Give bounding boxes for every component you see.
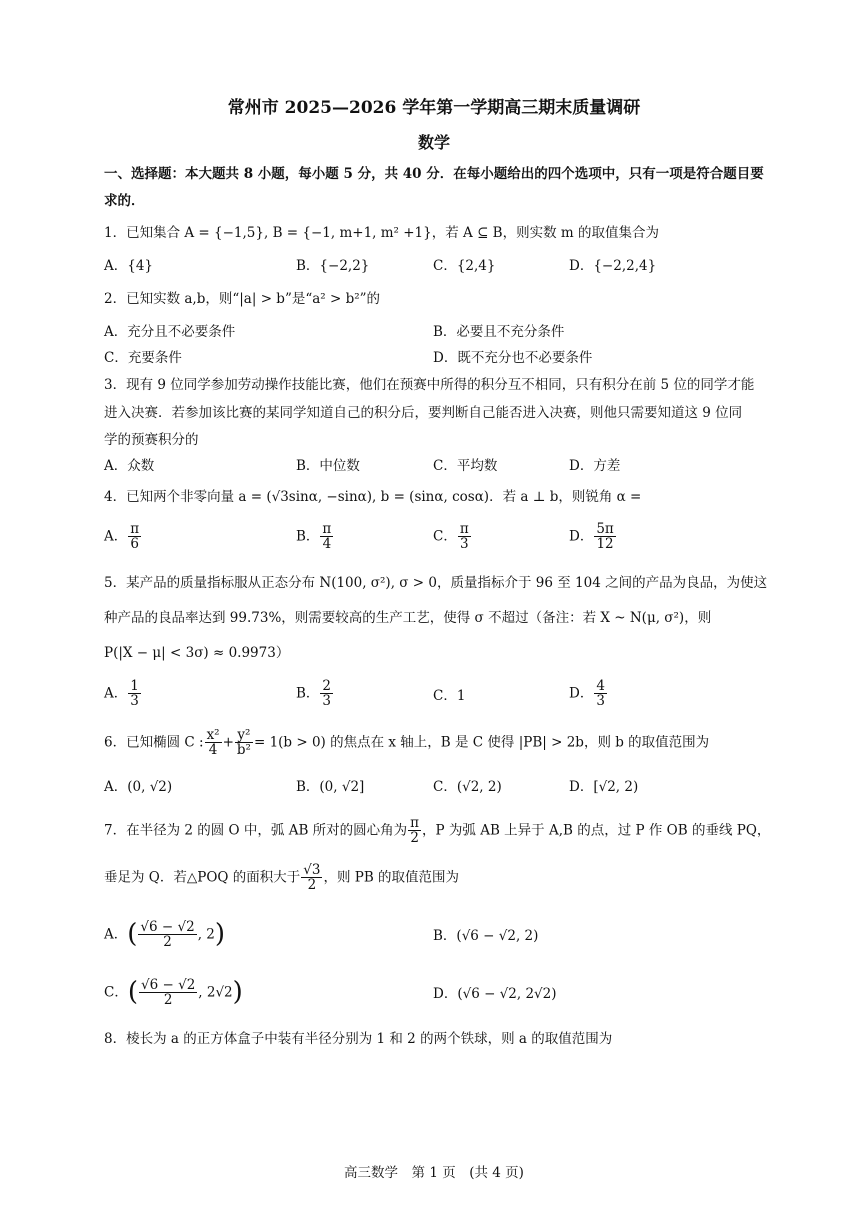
question-5-stem-line3: P(|X − μ| < 3σ) ≈ 0.9973） xyxy=(104,645,290,661)
option-label: B． xyxy=(296,528,320,545)
question-2-option-a: A．充分且不必要条件 xyxy=(104,324,236,340)
question-3-stem-line2: 进入决赛．若参加该比赛的某同学知道自己的积分后，要判断自己能否进入决赛，则他只需要知道这 9 位同 xyxy=(104,405,743,421)
option-label: B． xyxy=(296,685,320,702)
question-4-option-a xyxy=(104,522,142,551)
question-3-stem-line3: 学的预赛积分的 xyxy=(104,432,199,448)
question-3-stem-line1: 3．现有 9 位同学参加劳动操作技能比赛，他们在预赛中所得的积分互不相同，只有积分在前 5 位的同学才能 xyxy=(104,377,755,393)
stem-text-pre: 7．在半径为 2 的圆 O 中，弧 AB 所对的圆心角为 xyxy=(104,822,408,839)
option-label: A． xyxy=(104,685,128,702)
question-3-option-d: D．方差 xyxy=(569,458,621,474)
fraction-numerator: √6 − √2 xyxy=(140,918,195,935)
fraction-denominator: 2 xyxy=(163,934,172,951)
question-2-option-c: C．充要条件 xyxy=(104,350,182,366)
exam-title: 常州市 2025—2026 学年第一学期高三期末质量调研 xyxy=(227,98,641,118)
stem-text-post: ，P 为弧 AB 上异于 A,B 的点，过 P 作 OB 的垂线 PQ， xyxy=(422,822,771,839)
option-value: 1 xyxy=(456,688,466,704)
fraction-denominator: 6 xyxy=(130,536,139,553)
question-5-stem-line1: 5．某产品的质量指标服从正态分布 N(100, σ²), σ > 0，质量指标介于 96 至 104 之间的产品为良品，为使这 xyxy=(104,575,768,591)
question-4-option-d xyxy=(569,522,617,551)
fraction-numerator: √3 xyxy=(303,862,321,878)
option-tail: , 2√2 xyxy=(198,984,233,1001)
fraction-denominator: 2 xyxy=(163,992,173,1009)
fraction-numerator: 5π xyxy=(596,521,614,537)
fraction-denominator: 12 xyxy=(596,536,614,553)
option-value: (√6 − √2, 2) xyxy=(456,928,539,944)
question-1-stem: 1．已知集合 A = {−1,5}, B = {−1, m+1, m² +1}，若 A ⊆ B，则实数 m 的取值集合为 xyxy=(104,225,659,241)
question-6-option-b: B．(0, √2] xyxy=(296,779,365,795)
subject-title: 数学 xyxy=(417,133,450,152)
question-5-option-c xyxy=(433,688,465,704)
stem-text-pre: 6．已知椭圆 C : xyxy=(104,734,204,751)
option-label: A． xyxy=(104,926,128,943)
fraction-denominator: 3 xyxy=(130,693,139,710)
section-heading-line1: 一、选择题：本大题共 8 小题，每小题 5 分，共 40 分．在每小题给出的四个选项中，只有一项是符合题目要 xyxy=(104,166,764,182)
question-1-option-a: A．{4} xyxy=(104,258,154,274)
stem-text-pre: 垂足为 Q．若△POQ 的面积大于 xyxy=(104,869,301,886)
question-5-option-b xyxy=(296,679,334,708)
question-4-option-c xyxy=(433,522,472,551)
question-1-option-d: D．{−2,2,4} xyxy=(569,258,657,274)
question-2-stem: 2．已知实数 a,b，则“|a| > b”是“a² > b²”的 xyxy=(104,291,381,307)
question-5-option-a xyxy=(104,679,142,708)
question-2-option-d: D．既不充分也不必要条件 xyxy=(433,350,593,366)
option-tail: , 2 xyxy=(197,926,215,943)
stem-text-post: ，则 PB 的取值范围为 xyxy=(323,869,460,886)
question-6-stem xyxy=(104,728,709,757)
fraction-numerator: 2 xyxy=(322,678,332,694)
question-3-option-c: C．平均数 xyxy=(433,458,498,474)
question-6-option-c: C．(√2, 2) xyxy=(433,779,502,795)
fraction-numerator: π xyxy=(410,815,420,831)
question-7-stem-line1 xyxy=(104,816,770,845)
fraction-numerator: 4 xyxy=(596,678,605,694)
fraction-denominator: 3 xyxy=(596,693,605,710)
option-label: B． xyxy=(433,928,457,944)
question-1-option-c: C．{2,4} xyxy=(433,258,496,274)
question-7-stem-line2 xyxy=(104,863,459,892)
option-label: D． xyxy=(569,528,594,545)
question-6-option-a: A．(0, √2) xyxy=(104,779,173,795)
option-label: C． xyxy=(104,984,128,1001)
page-footer: 高三数学 第 1 页 (共 4 页) xyxy=(344,1165,524,1181)
plus-sign: + xyxy=(222,734,234,751)
option-label: C． xyxy=(433,528,457,545)
question-2-option-b: B．必要且不充分条件 xyxy=(433,324,565,340)
fraction-denominator: 4 xyxy=(322,536,332,553)
question-7-option-b xyxy=(433,928,538,944)
fraction-numerator: 1 xyxy=(130,678,139,694)
question-5-stem-line2: 种产品的良品率达到 99.73%，则需要较高的生产工艺，使得 σ 不超过（备注：若 X ~ N(μ, σ²)，则 xyxy=(104,610,712,626)
question-3-option-a: A．众数 xyxy=(104,458,155,474)
question-8-stem: 8．棱长为 a 的正方体盒子中装有半径分别为 1 和 2 的两个铁球，则 a 的取值范围为 xyxy=(104,1031,613,1047)
section-heading-line2: 求的． xyxy=(104,193,145,209)
question-1-option-b: B．{−2,2} xyxy=(296,258,370,274)
fraction-numerator: x² xyxy=(206,727,220,743)
fraction-denominator: 3 xyxy=(322,693,332,710)
fraction-numerator: y² xyxy=(235,728,253,743)
question-7-option-c: C．( $\frac{√6 - √2}{2}$ , 2√2) xyxy=(104,976,243,1009)
option-label: D． xyxy=(433,986,458,1002)
question-6-option-d: D．[√2, 2) xyxy=(569,779,639,795)
fraction-numerator: π xyxy=(130,521,140,537)
option-label: C． xyxy=(433,688,457,704)
fraction-denominator: 2 xyxy=(410,830,419,847)
fraction-denominator: b² xyxy=(236,742,251,759)
option-label: D． xyxy=(569,685,594,702)
fraction-numerator: π xyxy=(459,521,469,537)
fraction-numerator: √6 − √2 xyxy=(141,976,196,993)
stem-text-post: = 1(b > 0) 的焦点在 x 轴上，B 是 C 使得 |PB| > 2b，则 b 的取值范围为 xyxy=(253,734,710,751)
question-7-option-d xyxy=(433,986,557,1002)
fraction-denominator: 4 xyxy=(208,742,218,759)
question-5-option-d xyxy=(569,679,608,708)
question-4-stem: 4．已知两个非零向量 a = (√3sinα, −sinα), b = (sinα, cosα)．若 a ⊥ b，则锐角 α = xyxy=(104,489,642,505)
question-3-option-b: B．中位数 xyxy=(296,458,360,474)
question-7-option-a: A．( $\frac{√6 - √2}{2}$ , 2) xyxy=(104,918,226,951)
fraction-denominator: 2 xyxy=(307,877,317,894)
fraction-denominator: 3 xyxy=(459,536,469,553)
fraction-numerator: π xyxy=(322,521,332,537)
option-label: A． xyxy=(104,528,128,545)
option-value: (√6 − √2, 2√2) xyxy=(457,986,557,1002)
question-4-option-b xyxy=(296,522,334,551)
